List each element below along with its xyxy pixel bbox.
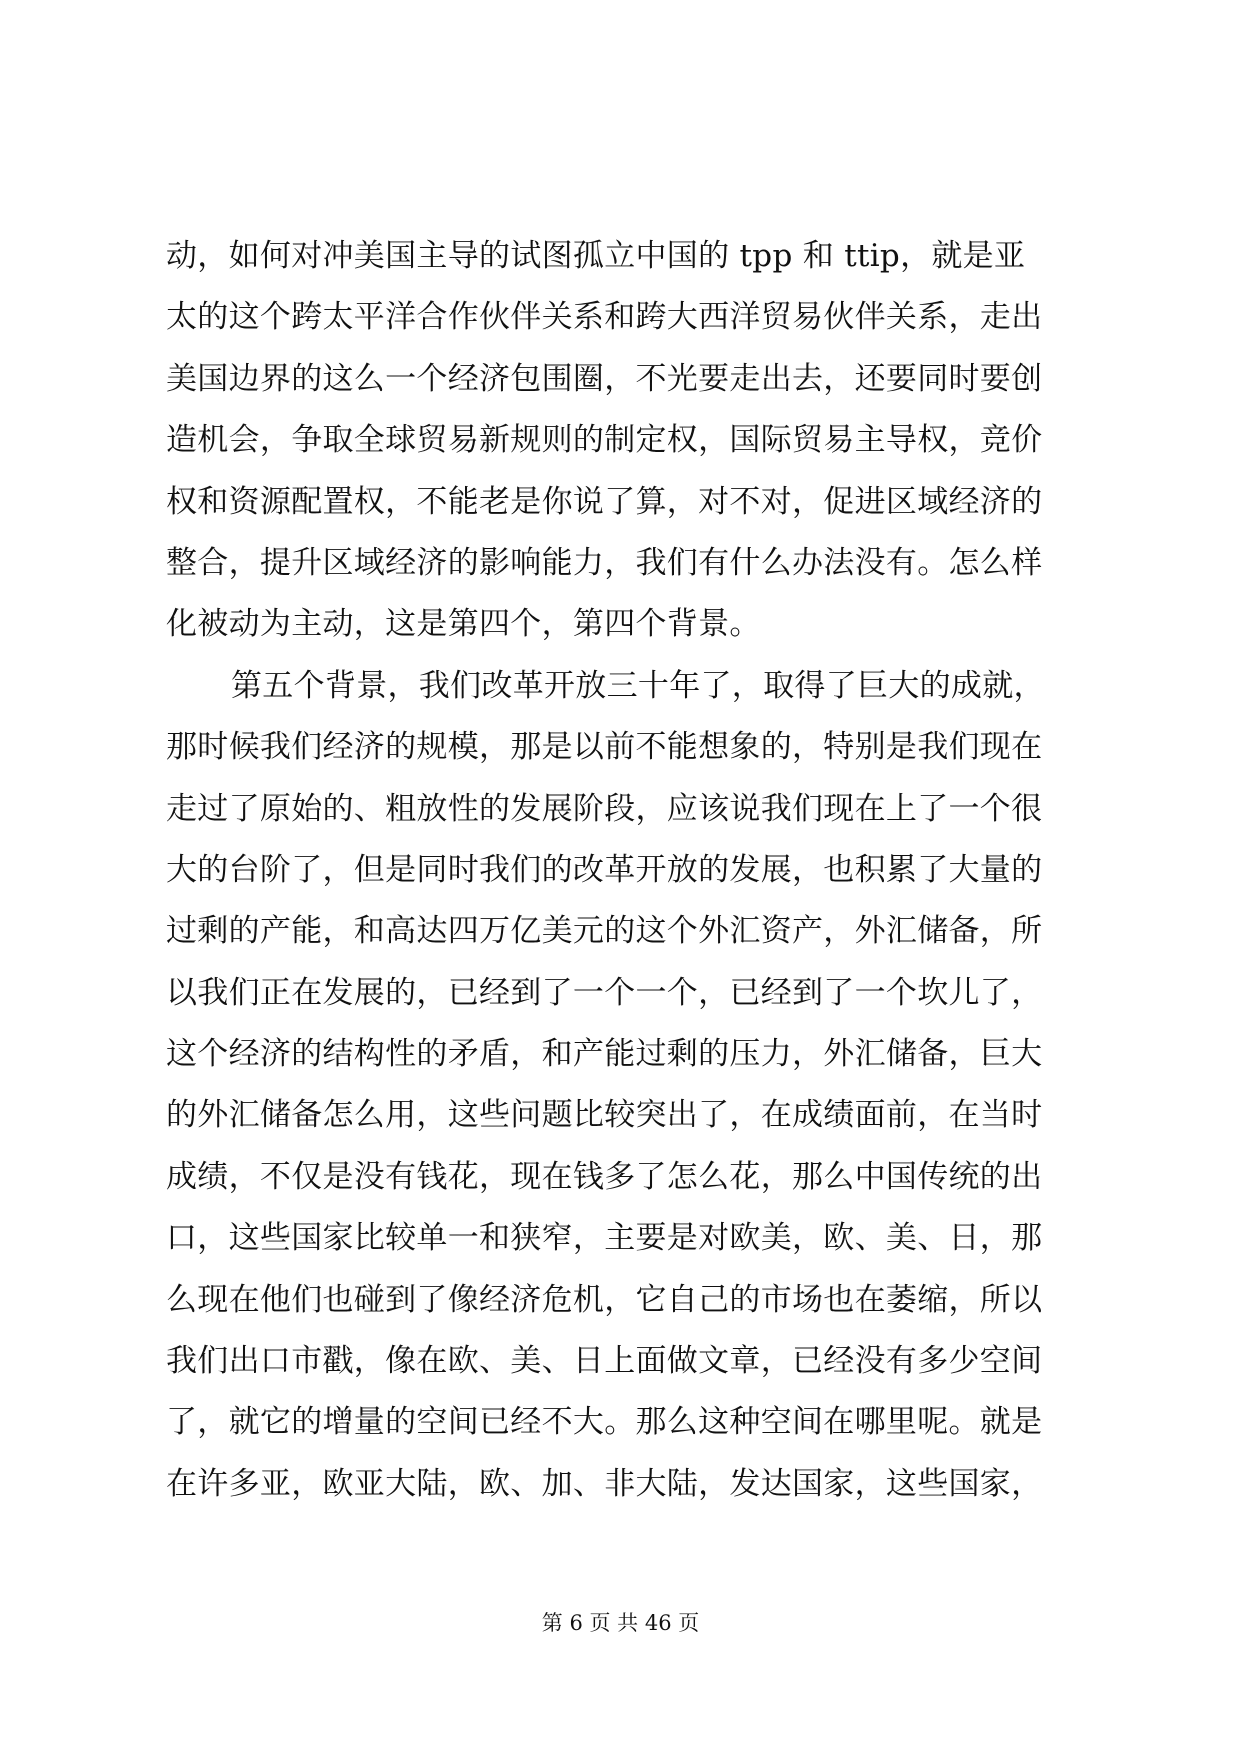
text-line: 第五个背景，我们改革开放三十年了，取得了巨大的成就， [231, 667, 1045, 704]
text-line: 权和资源配置权，不能老是你说了算，对不对，促进区域经济的 [166, 483, 1043, 520]
text-line: 化被动为主动，这是第四个，第四个背景。 [166, 606, 761, 643]
text-line: 那时候我们经济的规模，那是以前不能想象的，特别是我们现在 [166, 729, 1043, 766]
text-line: 以我们正在发展的，已经到了一个一个，已经到了一个坎儿了， [166, 974, 1043, 1011]
text-line: 整合，提升区域经济的影响能力，我们有什么办法没有。怎么样 [166, 544, 1043, 581]
text-line: 么现在他们也碰到了像经济危机，它自己的市场也在萎缩，所以 [166, 1281, 1043, 1318]
body-text [166, 226, 1086, 1515]
text-line: 走过了原始的、粗放性的发展阶段，应该说我们现在上了一个很 [166, 790, 1043, 827]
text-line: 这个经济的结构性的矛盾，和产能过剩的压力，外汇储备，巨大 [166, 1036, 1043, 1073]
text-line: 了，就它的增量的空间已经不大。那么这种空间在哪里呢。就是 [166, 1404, 1043, 1441]
text-line: 在许多亚，欧亚大陆，欧、加、非大陆，发达国家，这些国家， [166, 1465, 1043, 1502]
text-line: 口，这些国家比较单一和狭窄，主要是对欧美，欧、美、日，那 [166, 1220, 1043, 1257]
text-line: 造机会，争取全球贸易新规则的制定权，国际贸易主导权，竞价 [166, 422, 1043, 459]
text-line: 的外汇储备怎么用，这些问题比较突出了，在成绩面前，在当时 [166, 1097, 1043, 1134]
text-line: 过剩的产能，和高达四万亿美元的这个外汇资产，外汇储备，所 [166, 913, 1043, 950]
text-line: 美国边界的这么一个经济包围圈，不光要走出去，还要同时要创 [166, 360, 1043, 397]
text-line: 我们出口市戳，像在欧、美、日上面做文章，已经没有多少空间 [166, 1343, 1043, 1380]
text-line: 成绩，不仅是没有钱花，现在钱多了怎么花，那么中国传统的出 [166, 1158, 1043, 1195]
text-line: 动，如何对冲美国主导的试图孤立中国的 tpp 和 ttip，就是亚 [166, 238, 1026, 274]
text-line: 大的台阶了，但是同时我们的改革开放的发展，也积累了大量的 [166, 851, 1043, 888]
text-line: 太的这个跨太平洋合作伙伴关系和跨大西洋贸易伙伴关系，走出 [166, 299, 1043, 336]
page-footer: 第 6 页 共 46 页 [541, 1611, 700, 1635]
